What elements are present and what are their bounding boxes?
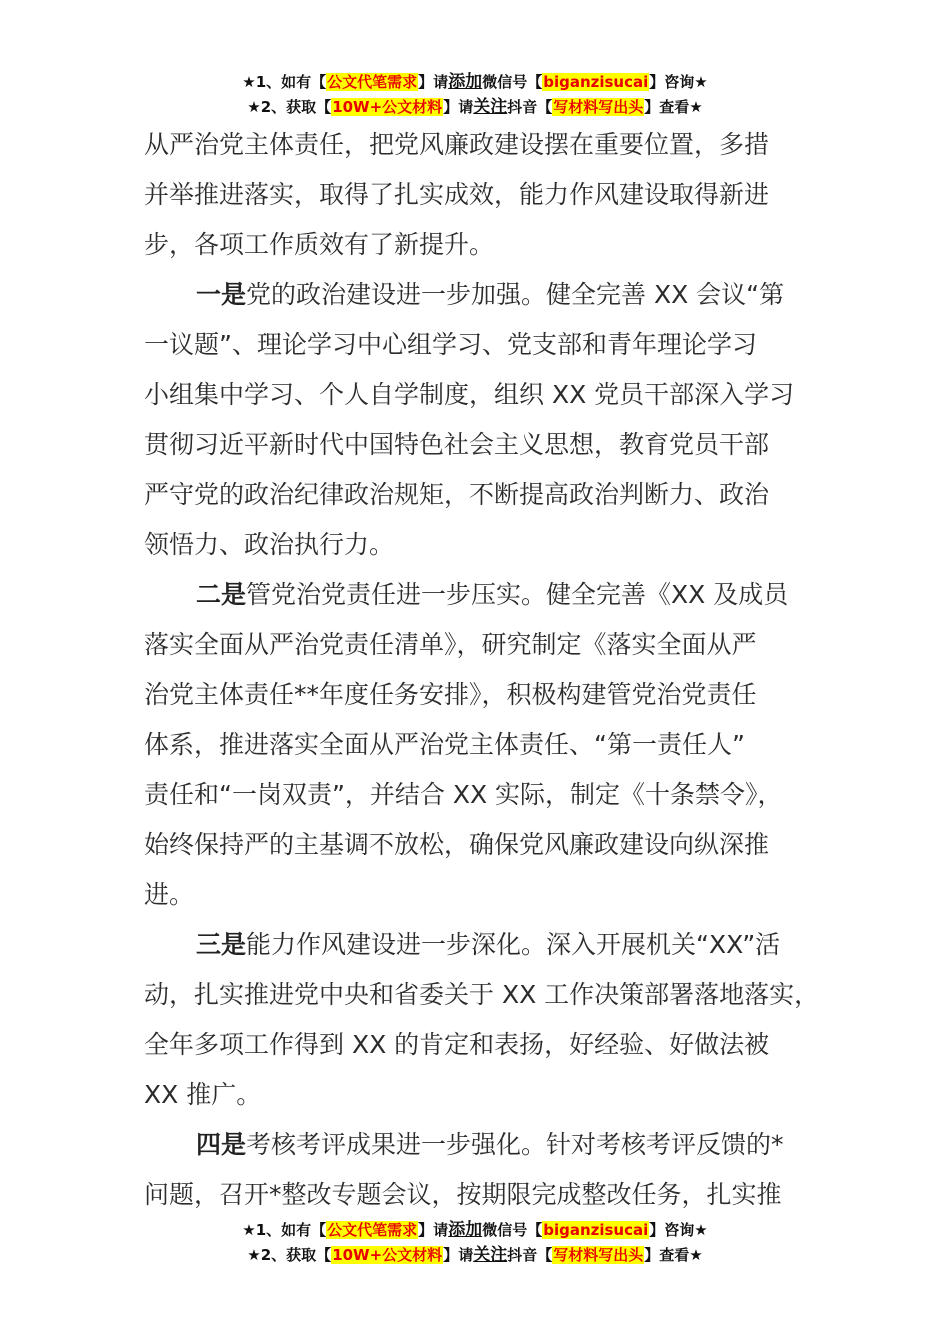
paragraph-1: 一是党的政治建设进一步加强。健全完善 XX 会议“第 一议题”、理论学习中心组学习、党支部和青年理论学习 小组集中学习、个人自学制度，组织 XX 党员干部深入学习 贯彻习近平新时代中国特色社会主义思想，教育党员干部 严守党的政治纪律政治规矩，不断提高政治判断力、政治 领悟力、政治执行力。: [144, 280, 795, 559]
paragraph-lead: 四是: [196, 1130, 247, 1159]
paragraph-lead: 二是: [196, 580, 247, 609]
highlight-materials: 10W+公文材料: [332, 98, 443, 116]
highlight-service: 公文代笔需求: [327, 73, 418, 91]
highlight-douyin-id: 写材料写出头: [553, 98, 644, 116]
highlight-materials: 10W+公文材料: [332, 1246, 443, 1264]
paragraph-3: 三是能力作风建设进一步深化。深入开展机关“XX”活 动，扎实推进党中央和省委关于 XX 工作决策部署落地落实， 全年多项工作得到 XX 的肯定和表扬，好经验、好做法被 XX 推广。: [144, 930, 820, 1109]
intro-paragraph: 从严治党主体责任，把党风廉政建设摆在重要位置，多措 并举推进落实，取得了扎实成效，能力作风建设取得新进 步，各项工作质效有了新提升。: [144, 130, 770, 259]
underlined-word: 添加: [448, 72, 483, 92]
highlight-wechat-id: biganzisucai: [543, 1221, 649, 1239]
document-body: [144, 120, 834, 1220]
paragraph-2: 二是管党治党责任进一步压实。健全完善《XX 及成员 落实全面从严治党责任清单》，研究制定《落实全面从严 治党主体责任**年度任务安排》，积极构建管党治党责任 体系，推进落实全面从严治党主体责任、“第一责任人” 责任和“一岗双责”，并结合 XX 实际，制定《十条禁令》， 始终保持严的主基调不放松，确保党风廉政建设向纵深推 进。: [144, 580, 789, 909]
paragraph-4: 四是考核考评成果进一步强化。针对考核考评反馈的* 问题，召开*整改专题会议，按期限完成整改任务，扎实推: [144, 1130, 784, 1209]
highlight-douyin-id: 写材料写出头: [553, 1246, 644, 1264]
underlined-word: 添加: [448, 1220, 483, 1240]
underlined-word: 关注: [473, 97, 508, 117]
footer-banner: [0, 1218, 950, 1268]
header-banner: [0, 70, 950, 120]
banner-line-1: ★1、如有【公文代笔需求】请添加微信号【biganzisucai】咨询★: [242, 1220, 708, 1240]
underlined-word: 关注: [473, 1245, 508, 1265]
highlight-wechat-id: biganzisucai: [543, 73, 649, 91]
paragraph-lead: 一是: [196, 280, 247, 309]
banner-line-2: ★2、获取【10W+公文材料】请关注抖音【写材料写出头】查看★: [247, 97, 703, 117]
banner-line-2: ★2、获取【10W+公文材料】请关注抖音【写材料写出头】查看★: [247, 1245, 703, 1265]
paragraph-lead: 三是: [196, 930, 247, 959]
highlight-service: 公文代笔需求: [327, 1221, 418, 1239]
banner-line-1: ★1、如有【公文代笔需求】请添加微信号【biganzisucai】咨询★: [242, 72, 708, 92]
